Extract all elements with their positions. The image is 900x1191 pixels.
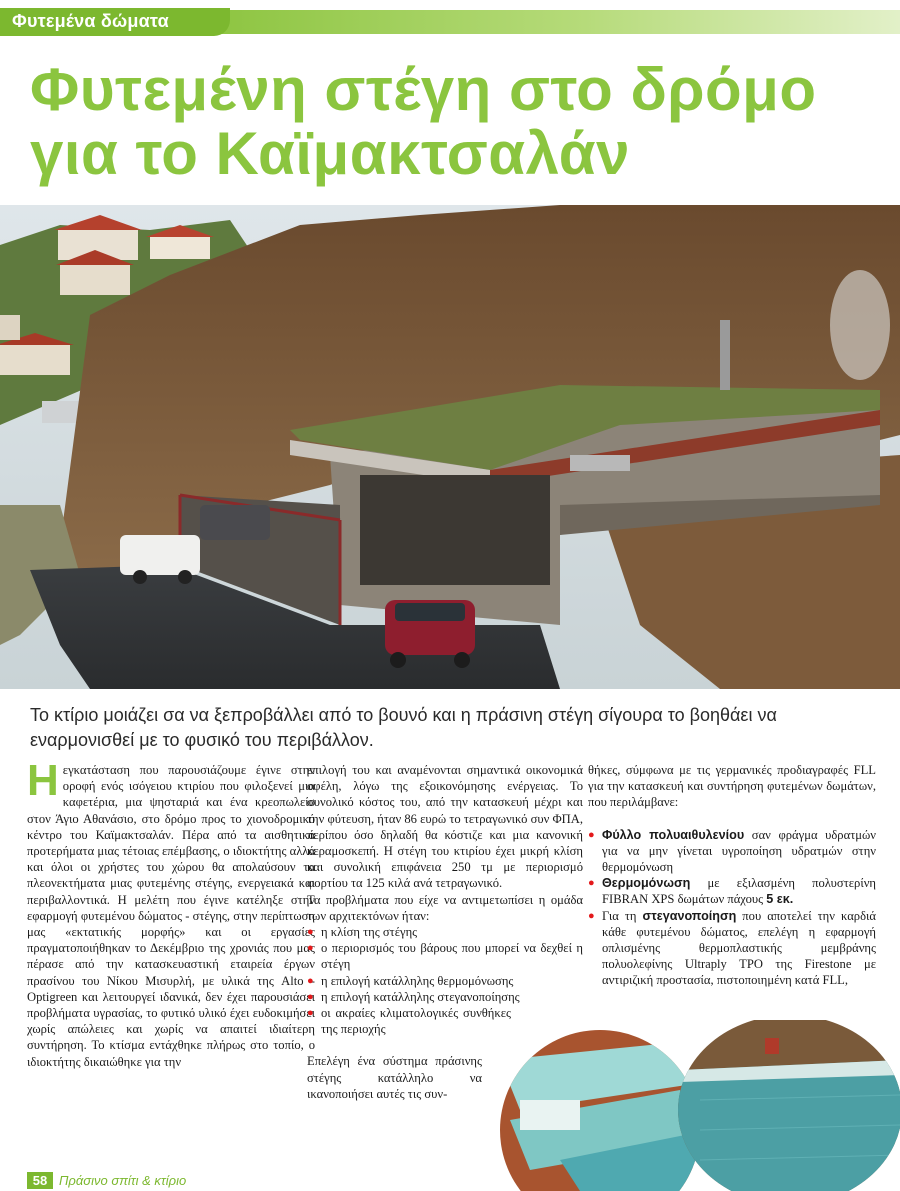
photo-steam [830,270,890,380]
photo-caption: Το κτίριο μοιάζει σα να ξεπροβάλλει από το βουνό και η πράσινη στέγη σίγουρα το βοηθάει να εναρμονισθεί με το φυσικό του περιβάλλον. [30,705,777,750]
list-item: ● η επιλογή κατάλληλης θερμομόνωσης [307,973,583,989]
problems-intro: Τα προβλήματα που είχε να αντιμετωπίσει η ομάδα των αρχιτεκτόνων ήταν: [307,892,583,923]
drop-cap: Η [27,756,59,805]
page-number: 58 [27,1172,53,1189]
item-text: με εξιλασμένη πολυστερίνη FIBRAN XPS δωμάτων πάχους [602,876,876,907]
item-tail-bold: 5 εκ. [766,892,794,907]
item-bold: στεγανοποίηση [642,908,737,923]
specs-intro: θήκες, σύμφωνα με τις γερμανικές προδιαγραφές FLL για την κατασκευή και συντήρηση φυτεμένων δωμάτων, που περιλάμβανε: [588,763,876,810]
intro-text: εγκατάσταση που παρουσιάζουμε έγινε στην οροφή ενός ισόγειου κτιρίου που φιλοξενεί μια καφετέρια, μια ψησταριά και ένα κρεοπωλείο στον Άγιο Αθανάσιο, στο δρόμο προς το χιονοδρομικό κέντρο του Καϊμακτσαλάν. Πέρα από τα αισθητικά προτερήματα μιας τέτοιας επέμβασης, ο ιδιοκτήτης αλλά και όλοι οι χρήστες του χώρου θα απολαύσουν τα πλεονεκτήματα μιας φυτεμένης στέγης, ενεργειακά και περιβαλλοντικά. Η μελέτη που έγινε κατέληξε στην εφαρμογή φυτεμένου δώματος - στέγης, στην περίπτωση μας «εκτατικής μορφής» και οι εργασίες πραγματοποιήθηκαν το Δεκέμβριο της χρονιάς που μας πέρασε από την κατασκευαστική εταιρεία έργων πρασίνου του Νίκου Μισυρλή, με υλικά της Alto - Optigreen και λειτουργεί ιδανικά, δεν έχει παρουσιάσει προβλήματα υγρασίας, το φυτικό υλικό έχει ευδοκιμήσει χωρίς απώλειες και χωρίς να απαιτεί ιδιαίτερη συντήρηση. Το κτίσμα εντάχθηκε πλήρως στο τοπίο, ο ιδιοκτήτης δικαιώθηκε για την [27,763,316,1069]
list-item: ● η κλίση της στέγης [307,924,583,940]
title-line-1: Φυτεμένη στέγη στο δρόμο [30,56,817,123]
list-item: ● ο περιορισμός του βάρους που μπορεί να δεχθεί η στέγη [307,940,583,972]
list-item [588,908,876,989]
item-pre: Για τη [602,908,643,923]
list-item [588,875,876,907]
item-text: σαν φράγμα υδρατμών για να μην γίνεται υγροποίηση υδρατμών στην θερμομόνωση [602,827,876,875]
item-text: που αποτελεί την καρδιά κάθε φυτεμένου δώματος, επελέγη η εφαρμογή οπλισμένης θερμοπλαστικής μεμβράνης πολυολεφίνης Ultraply TPO της Firestone με αντιριζική προστασία, πιστοποιημένη κατά FLL, [602,908,876,988]
list-item [588,827,876,876]
insulation-photo-collage [500,1020,900,1191]
materials-list [588,827,876,989]
system-paragraph: Επελέγη ένα σύστημα πράσινης στέγης κατάλληλο να ικανοποιήσει αυτές τις συν- [307,1054,482,1101]
cost-paragraph: επιλογή του και αναμένονται σημαντικά οικονομικά οφέλη, λόγω της εξοικονόμησης ενέργειας. Το συνολικό κόστος του, από την κατασκευή μέχρι και την φύτευση, ήταν 86 ευρώ το τετραγωνικό συν ΦΠΑ, περίπου όσο δηλαδή θα κόστιζε και μια κανονική κεραμοσκεπή. Η στέγη του κτιρίου έχει μικρή κλίση και συνολική επιφάνεια 250 τμ με περιορισμό φορτίου τα 125 κιλά ανά τετραγωνικό. [307,763,583,891]
list-item: ● οι ακραίες κλιματολογικές συνθήκες της περιοχής [307,1005,511,1037]
section-header-band [0,8,900,36]
magazine-name: Πράσινο σπίτι & κτίριο [59,1173,187,1188]
text-column-1 [27,756,316,1070]
list-item: ● η επιλογή κατάλληλης στεγανοποίησης [307,989,583,1005]
item-bold: Φύλλο πολυαιθυλενίου [602,827,745,842]
intro-paragraph [27,756,316,1070]
item-bold: Θερμομόνωση [602,876,691,891]
text-column-3 [588,762,876,989]
main-photo [0,205,900,689]
membrane-roof-photo [670,1020,900,1191]
title-line-2: για το Καϊμακτσαλάν [30,120,631,187]
section-label: Φυτεμένα δώματα [12,11,169,31]
section-tab [0,8,230,36]
article-title [30,58,880,186]
section-band-gradient [200,10,900,34]
